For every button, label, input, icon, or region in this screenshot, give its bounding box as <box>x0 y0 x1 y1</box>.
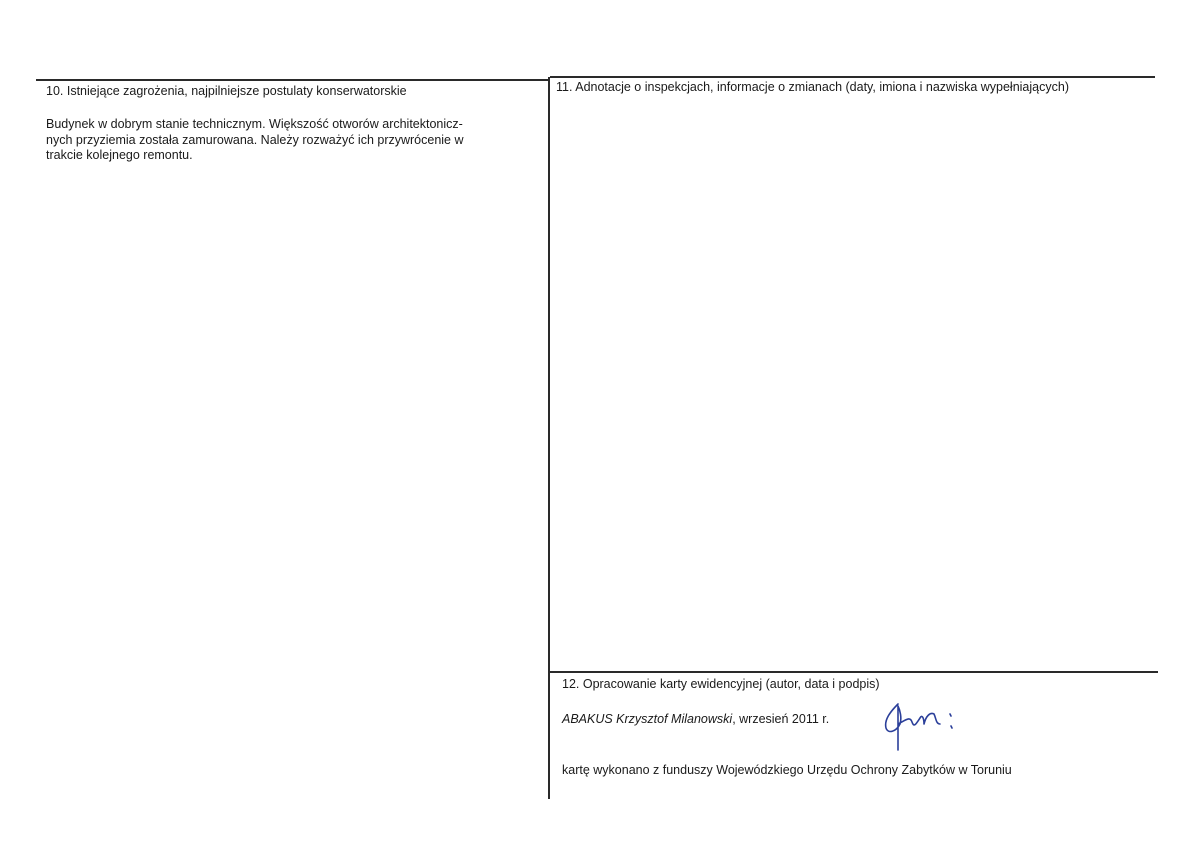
top-rule-left <box>36 79 550 81</box>
section-10-line: nych przyziemia została zamurowana. Należy rozważyć ich przywrócenie w <box>46 132 464 147</box>
section-11-heading: 11. Adnotacje o inspekcjach, informacje o zmianach (daty, imiona i nazwiska wypełniających) <box>556 80 1069 94</box>
signature-icon <box>876 694 968 754</box>
top-rule-right <box>550 76 1155 78</box>
section-10-heading: 10. Istniejące zagrożenia, najpilniejsze postulaty konserwatorskie <box>46 84 407 98</box>
author-line <box>562 712 829 726</box>
section-12-rule <box>550 671 1158 673</box>
section-10-body <box>46 117 536 164</box>
funding-note: kartę wykonano z funduszy Wojewódzkiego Urzędu Ochrony Zabytków w Toruniu <box>562 763 1012 777</box>
section-10-line: Budynek w dobrym stanie technicznym. Większość otworów architektonicz- <box>46 117 463 131</box>
column-divider <box>548 77 550 799</box>
section-12-heading: 12. Opracowanie karty ewidencyjnej (autor, data i podpis) <box>562 677 880 691</box>
author-date: , wrzesień 2011 r. <box>732 712 830 726</box>
section-10-line: trakcie kolejnego remontu. <box>46 148 193 162</box>
author-name: ABAKUS Krzysztof Milanowski <box>562 712 733 726</box>
